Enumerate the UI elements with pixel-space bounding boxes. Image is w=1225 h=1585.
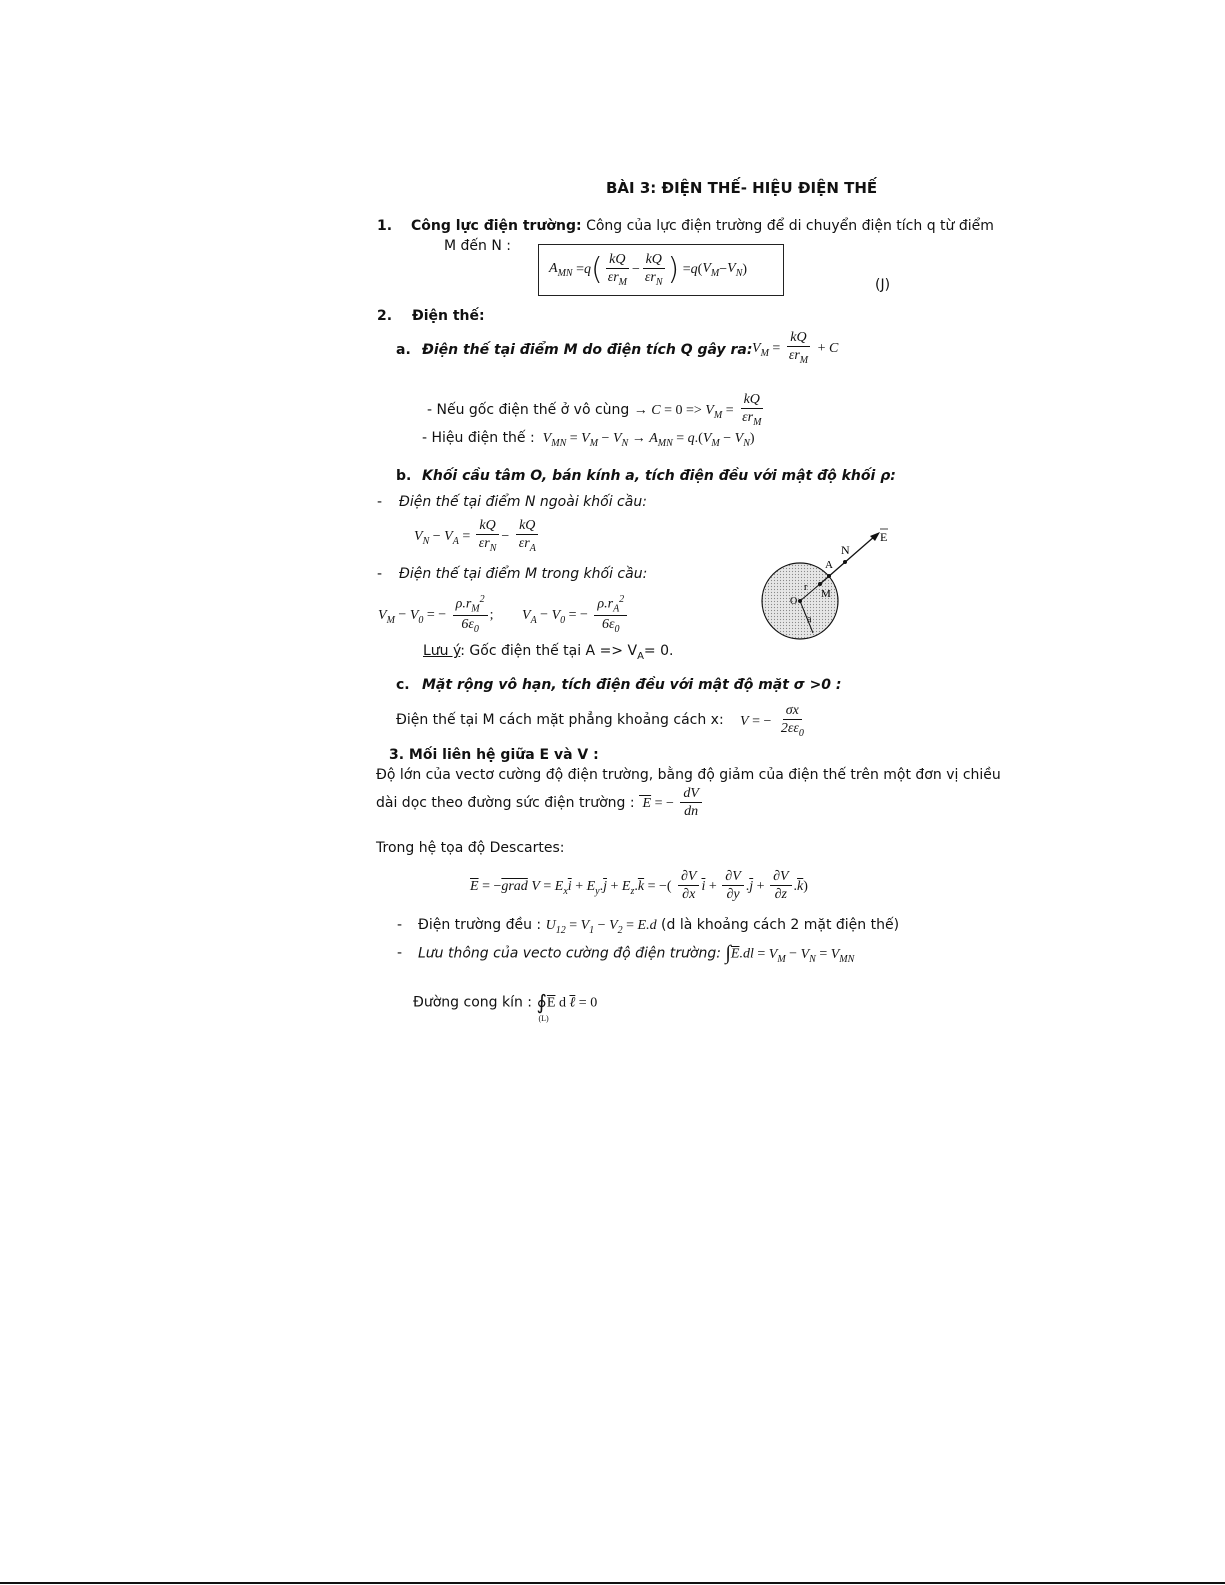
dash-2: -: [377, 566, 383, 582]
section-2-number: 2.: [377, 308, 393, 324]
outside-formula: $V_N - V_A$ = $\frac{kQ}{\varepsilon r_N}$ − $\frac{kQ}{\varepsilon r_A}$: [414, 518, 541, 554]
inside-formula-1: $V_M - V_0$ = − $\frac{\rho.r_M^2}{6\varepsilon_0}$ ;: [378, 594, 494, 636]
inside-formula-2: $V_A - V_0$ = − $\frac{\rho.r_A^2}{6\varepsilon_0}$: [522, 594, 629, 635]
page-bottom-border: [0, 1582, 1225, 1584]
note-line: [423, 643, 673, 662]
a-note-2: - Hiệu điện thế : $V_{MN} = V_M - V_N \to A_{MN} = q.(V_M - V_N)$: [422, 430, 755, 449]
label-e: E: [880, 530, 888, 544]
uniform-note: (d là khoảng cách 2 mặt điện thế): [661, 917, 900, 933]
label-a-radius: a: [807, 614, 812, 625]
dash-3: -: [397, 917, 403, 933]
section-2-heading: Điện thế:: [412, 308, 485, 324]
uniform-line: Điện trường đều : $U_{12} = V_1 - V_2 = E.d$ (d là khoảng cách 2 mặt điện thế): [418, 917, 900, 936]
sphere-diagram: [755, 528, 895, 643]
point-o: [798, 599, 802, 603]
point-n: [843, 560, 847, 564]
a-note-1: - Nếu gốc điện thế ở vô cùng → $C = 0 => V_M$ = $\frac{kQ}{\varepsilon r_M}$: [427, 392, 762, 429]
note-text: : Gốc điện thế tại A => V: [460, 643, 638, 659]
label-r: r: [804, 582, 808, 593]
work-unit: (J): [875, 277, 891, 293]
gradient-formula: $\overline{E}$ = −grad $V = E_x\overline{i} + E_y.\overline{j} + E_z.\overline{k}$ = −( $\frac{\partial V}{\partial x}$ $\overline{i}$ + $\frac{\partial V}{\partial y}$ $.\overline{j}$ + $\frac{\partial V}{\partial z}$ $.\overline{k}$): [470, 869, 808, 903]
potential-formula: $V_M$ = $\frac{kQ}{\varepsilon r_M}$ + C: [752, 330, 839, 367]
dash-4: -: [397, 945, 403, 961]
circulation-text: Lưu thông của vecto cường độ điện trường:: [418, 945, 721, 962]
c-text: Điện thế tại M cách mặt phẳng khoảng cách x:: [396, 712, 724, 728]
page-title: BÀI 3: ĐIỆN THẾ- HIỆU ĐIỆN THẾ: [606, 179, 878, 197]
section-3-heading: 3. Mối liên hệ giữa E và V :: [389, 747, 599, 763]
descartes-text: Trong hệ tọa độ Descartes:: [376, 840, 565, 856]
subsection-c-heading: Mặt rộng vô hạn, tích điện đều với mật độ mặt σ >0 :: [422, 677, 842, 693]
subsection-b-heading: Khối cầu tâm O, bán kính a, tích điện đều với mật độ khối ρ:: [422, 468, 896, 484]
s3-line-2: dài dọc theo đường sức điện trường : E = − $\frac{dV}{dn}$: [376, 786, 704, 820]
subsection-c-label: c.: [396, 677, 410, 693]
note-label: Lưu ý: [423, 643, 461, 659]
s3-line-2-text: dài dọc theo đường sức điện trường :: [376, 794, 635, 811]
note-sub: A: [637, 650, 644, 662]
plane-formula: V = − $\frac{\sigma x}{2\varepsilon\varepsilon_0}$: [740, 703, 804, 740]
dash-1: -: [377, 494, 383, 510]
section-1-heading: Công lực điện trường:: [411, 218, 582, 234]
closed-text: Đường cong kín :: [413, 994, 533, 1011]
uniform-text: Điện trường đều :: [418, 917, 542, 933]
section-1-number: 1.: [377, 218, 393, 234]
subsection-b-label: b.: [396, 468, 412, 484]
closed-curve-line: Đường cong kín : ∮ (L) $\overline{E}$ d ℓ = 0: [413, 992, 598, 1023]
work-formula-box: $A_{MN}$ = q ( $\frac{kQ}{\varepsilon r_M}$ − $\frac{kQ}{\varepsilon r_N}$ ) = q ( $V_M$ − $V_N$ ): [538, 244, 784, 296]
label-o: O: [790, 596, 798, 607]
circulation-line: Lưu thông của vecto cường độ điện trường: $\int\overline{E}.dl = V_M - V_N = V_{MN}$: [418, 942, 855, 965]
a-note-1-text: - Nếu gốc điện thế ở vô cùng: [427, 402, 630, 419]
point-a: [827, 574, 831, 578]
section-1-text-2: M đến N :: [444, 238, 511, 254]
note-end: = 0.: [643, 643, 674, 659]
s3-line-1: Độ lớn của vectơ cường độ điện trường, bằng độ giảm của điện thế trên một đơn vị chiều: [376, 767, 1001, 783]
b-outside-text: Điện thế tại điểm N ngoài khối cầu:: [399, 494, 647, 510]
subsection-a-heading: Điện thế tại điểm M do điện tích Q gây ra:: [422, 342, 753, 358]
point-m: [818, 582, 822, 586]
a-note-2-text: - Hiệu điện thế :: [422, 430, 535, 446]
section-1-line: [411, 218, 994, 234]
label-m: M: [821, 588, 831, 600]
label-a: A: [825, 559, 833, 571]
section-1-text: Công của lực điện trường để di chuyển điện tích q từ điểm: [586, 218, 994, 234]
subsection-a-label: a.: [396, 342, 411, 358]
label-n: N: [841, 543, 850, 557]
b-inside-text: Điện thế tại điểm M trong khối cầu:: [399, 566, 648, 582]
